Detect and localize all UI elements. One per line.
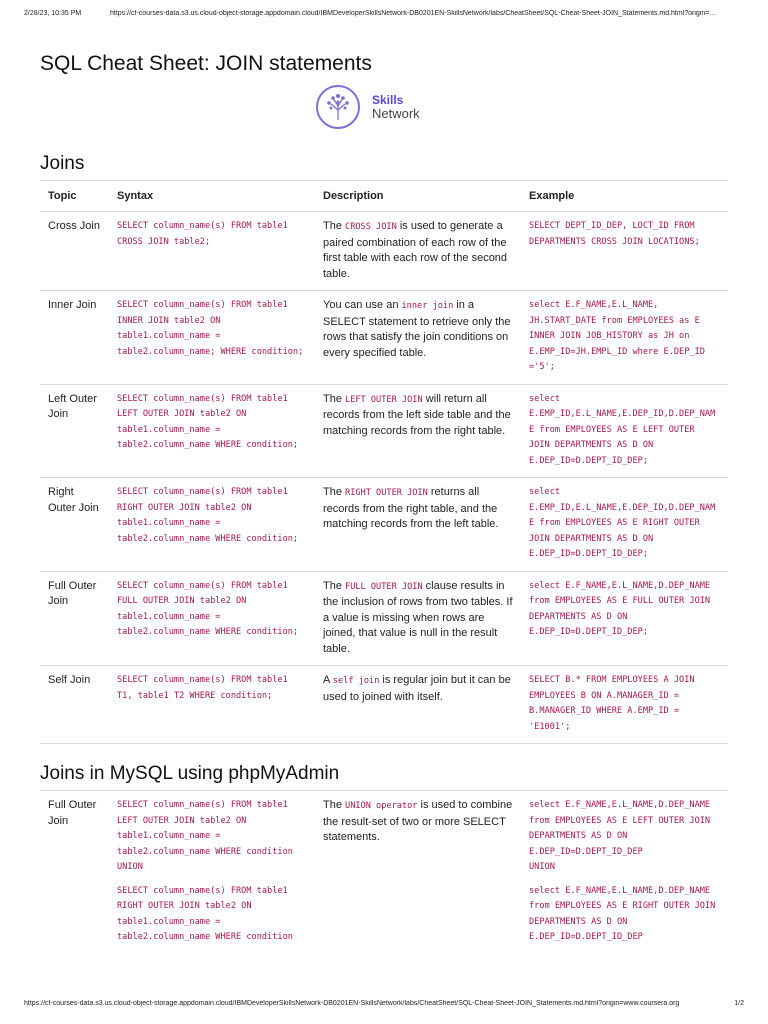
table-row: [40, 212, 728, 291]
row-syntax: SELECT column_name(s) FROM table1 INNER JOIN table2 ON table1.column_name = table2.column_name; WHERE condition;: [109, 291, 315, 385]
row-syntax: [109, 791, 315, 954]
row-topic: Full Outer Join: [48, 799, 97, 827]
row-topic: Left Outer Join: [40, 384, 109, 478]
row-syntax: SELECT column_name(s) FROM table1 FULL OUTER JOIN table2 ON table1.column_name = table2.column_name WHERE condition;: [109, 571, 315, 666]
logo-line-1: Skills: [372, 93, 404, 107]
row-example: SELECT DEPT_ID_DEP, LOCT_ID FROM DEPARTMENTS CROSS JOIN LOCATIONS;: [521, 212, 728, 291]
inline-code: FULL OUTER JOIN: [345, 581, 423, 592]
row-example: select E.F_NAME,E.L_NAME,D.DEP_NAME from EMPLOYEES AS E FULL OUTER JOIN DEPARTMENTS AS D ON E.DEP_ID=D.DEPT_ID_DEP;: [521, 571, 728, 666]
row-syntax: SELECT column_name(s) FROM table1 LEFT OUTER JOIN table2 ON table1.column_name = table2.column_name WHERE condition;: [109, 384, 315, 478]
row-description: The LEFT OUTER JOIN will return all records from the left side table and the matching records from the right table.: [315, 384, 521, 478]
row-description: The CROSS JOIN is used to generate a paired combination of each row of the first table with each row of the second table.: [315, 212, 521, 291]
table-row: [40, 666, 728, 744]
col-topic: Topic: [40, 181, 109, 212]
row-syntax: SELECT column_name(s) FROM table1 CROSS JOIN table2;: [109, 212, 315, 291]
row-topic: Cross Join: [40, 212, 109, 291]
inline-code: LEFT OUTER JOIN: [345, 394, 423, 405]
tree-logo-icon: [316, 85, 360, 129]
row-example: select E.EMP_ID,E.L_NAME,E.DEP_ID,D.DEP_NAM E from EMPLOYEES AS E LEFT OUTER JOIN DEPARTMENTS AS D ON E.DEP_ID=D.DEPT_ID_DEP;: [521, 384, 728, 478]
page-content: [40, 50, 728, 954]
mysql-heading: Joins in MySQL using phpMyAdmin: [40, 763, 340, 784]
row-topic: Self Join: [40, 666, 109, 744]
logo-line-2: Network: [372, 106, 420, 121]
print-date: 2/28/23, 10:35 PM: [24, 10, 82, 17]
row-syntax: SELECT column_name(s) FROM table1 T1, table1 T2 WHERE condition;: [109, 666, 315, 744]
table-row: [40, 384, 728, 478]
row-example: SELECT B.* FROM EMPLOYEES A JOIN EMPLOYEES B ON A.MANAGER_ID = B.MANAGER_ID WHERE A.EMP_ID = 'E1001';: [521, 666, 728, 744]
row-syntax: SELECT column_name(s) FROM table1 RIGHT OUTER JOIN table2 ON table1.column_name = table2.column_name WHERE condition;: [109, 478, 315, 572]
row-topic: Right Outer Join: [40, 478, 109, 572]
col-description: Description: [315, 181, 521, 212]
inline-code: inner join: [401, 301, 454, 311]
example-right-join: select E.F_NAME,E.L_NAME,D.DEP_NAME from EMPLOYEES AS E RIGHT OUTER JOIN DEPARTMENTS AS D ON E.DEP_ID=D.DEPT_ID_DEP: [529, 885, 716, 942]
row-description: The UNION operator is used to combine the result-set of two or more SELECT statements.: [323, 799, 513, 843]
joins-table: [40, 180, 728, 744]
table-row: [40, 291, 728, 385]
row-topic: Inner Join: [40, 291, 109, 385]
syntax-right-join: SELECT column_name(s) FROM table1 RIGHT OUTER JOIN table2 ON table1.column_name = table2.column_name WHERE condition: [117, 885, 293, 942]
skills-network-logo: [316, 84, 728, 130]
footer-url: https://cf-courses-data.s3.us.cloud-object-storage.appdomain.cloud/IBMDeveloperSkillsNetwork-DB0201EN-SkillsNetwork/labs/CheatSheet/SQL-Cheat-Sheet-JOIN_Statements.md.html?origin=www.coursera.org: [24, 1000, 680, 1007]
row-description: The RIGHT OUTER JOIN returns all records from the right table, and the matching records from the left table.: [315, 478, 521, 572]
page-number: 1/2: [734, 1000, 744, 1007]
row-description: The FULL OUTER JOIN clause results in the inclusion of rows from two tables. If a value is missing when rows are joined, that value is null in the result table.: [315, 571, 521, 666]
table-row: [40, 478, 728, 572]
table-row: [40, 791, 728, 954]
inline-code: RIGHT OUTER JOIN: [345, 488, 428, 498]
row-description: You can use an inner join in a SELECT statement to retrieve only the rows that satisfy the join conditions on every specified table.: [315, 291, 521, 385]
joins-header-row: [40, 181, 728, 212]
row-example: select E.F_NAME,E.L_NAME, JH.START_DATE from EMPLOYEES as E INNER JOIN JOB_HISTORY as JH on E.EMP_ID=JH.EMPL_ID where E.DEP_ID ='5';: [521, 291, 728, 385]
inline-code: self join: [332, 676, 380, 686]
print-url: https://cf-courses-data.s3.us.cloud-object-storage.appdomain.cloud/IBMDeveloperSkillsNetwork-DB0201EN-SkillsNetwork/labs/CheatSheet/SQL-Cheat-Sheet-JOIN_Statements.md.html?origin=…: [110, 10, 717, 17]
page-title: SQL Cheat Sheet: JOIN statements: [40, 52, 372, 75]
inline-code: CROSS JOIN: [345, 222, 397, 232]
print-header: [24, 10, 744, 24]
col-syntax: Syntax: [109, 181, 315, 212]
row-example: [521, 791, 728, 954]
inline-code: UNION operator: [345, 801, 418, 811]
col-example: Example: [521, 181, 728, 212]
joins-heading: Joins: [40, 153, 85, 174]
row-example: select E.EMP_ID,E.L_NAME,E.DEP_ID,D.DEP_NAM E from EMPLOYEES AS E RIGHT OUTER JOIN DEPARTMENTS AS D ON E.DEP_ID=D.DEPT_ID_DEP;: [521, 478, 728, 572]
print-footer: [24, 1000, 744, 1012]
syntax-left-join: SELECT column_name(s) FROM table1 LEFT OUTER JOIN table2 ON table1.column_name = table2.column_name WHERE condition UNION: [117, 800, 293, 872]
row-description: A self join is regular join but it can be used to joined with itself.: [315, 666, 521, 744]
mysql-table: [40, 790, 728, 954]
table-row: [40, 571, 728, 666]
example-left-join: select E.F_NAME,E.L_NAME,D.DEP_NAME from EMPLOYEES AS E LEFT OUTER JOIN DEPARTMENTS AS D ON E.DEP_ID=D.DEPT_ID_DEP UNION: [529, 800, 711, 872]
row-topic: Full Outer Join: [40, 571, 109, 666]
